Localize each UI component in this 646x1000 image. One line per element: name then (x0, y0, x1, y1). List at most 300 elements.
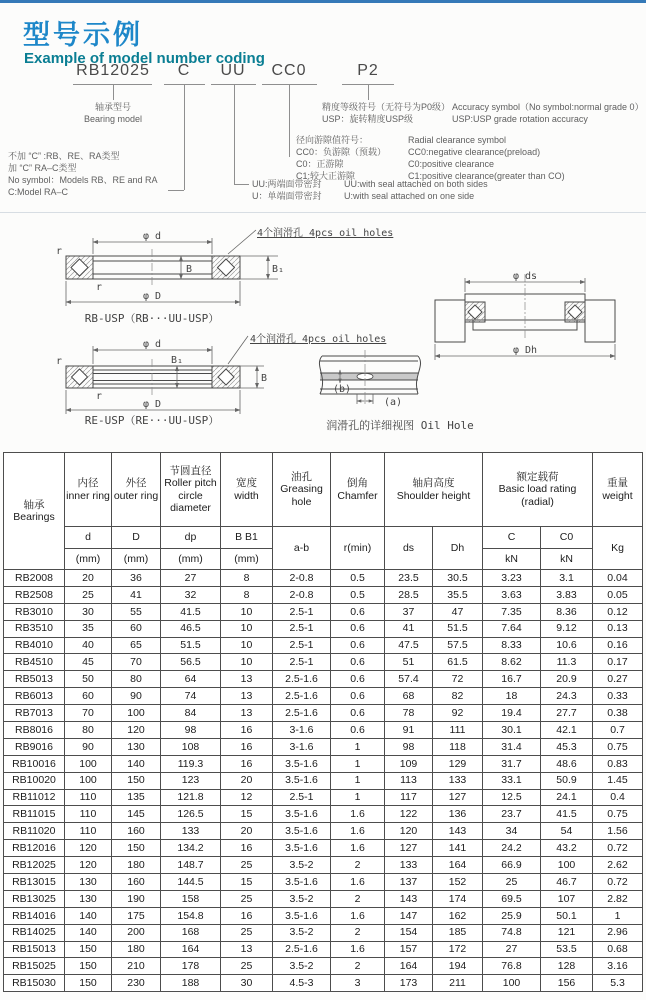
value-cell: 23.7 (483, 806, 541, 823)
value-cell: 0.6 (331, 637, 385, 654)
value-cell: 126.5 (161, 806, 221, 823)
stem-rb12025 (113, 84, 114, 100)
value-cell: 55 (112, 603, 161, 620)
value-cell: 100 (65, 755, 112, 772)
bearing-model-cell: RB4510 (4, 654, 65, 671)
value-cell: 2.5-1 (273, 620, 331, 637)
value-cell: 32 (161, 586, 221, 603)
value-cell: 135 (112, 789, 161, 806)
value-cell: 74.8 (483, 924, 541, 941)
value-cell: 2.5-1.6 (273, 941, 331, 958)
clearance-zh2: C0：正游隙 (296, 159, 344, 169)
value-cell: 57.4 (385, 671, 433, 688)
page-title-zh: 型号示例 (23, 20, 143, 50)
value-cell: 2.5-1 (273, 789, 331, 806)
sub-header-ab: a-b (273, 527, 331, 570)
seal-zh1: UU:两端面带密封 (252, 179, 322, 189)
dim-r-bottom-label: r (96, 391, 103, 402)
value-cell: 3.23 (483, 570, 541, 587)
value-cell: 28.5 (385, 586, 433, 603)
table-row (4, 722, 643, 739)
value-cell: 0.5 (331, 586, 385, 603)
value-cell: 25 (221, 890, 273, 907)
value-cell: 60 (112, 620, 161, 637)
value-cell: 10 (221, 620, 273, 637)
value-cell: 25 (65, 586, 112, 603)
value-cell: 8.36 (541, 603, 593, 620)
value-cell: 0.7 (593, 722, 643, 739)
connector-uu (234, 184, 249, 185)
table-row (4, 924, 643, 941)
value-cell: 140 (65, 924, 112, 941)
note-bearing-model-en: Bearing model (83, 114, 143, 124)
value-cell: 110 (65, 789, 112, 806)
value-cell: 0.38 (593, 705, 643, 722)
note-bearing-model (84, 101, 142, 125)
value-cell: 41.5 (161, 603, 221, 620)
stem-uu (234, 84, 235, 184)
value-cell: 133 (161, 823, 221, 840)
dim-r-top-label: r (55, 356, 62, 367)
value-cell: 45 (65, 654, 112, 671)
col-header-width-zh: 宽度 (236, 477, 257, 490)
sub-header-D: D (112, 527, 161, 549)
value-cell: 8 (221, 586, 273, 603)
value-cell: 15 (221, 874, 273, 891)
value-cell: 1 (593, 907, 643, 924)
value-cell: 0.17 (593, 654, 643, 671)
col-header-load-en: Basic load rating (radial) (498, 483, 577, 508)
re-bearing-drawing (0, 330, 330, 430)
clearance-zh3: C1:较大正游隙 (296, 171, 356, 181)
value-cell: 100 (483, 975, 541, 992)
value-cell: 211 (433, 975, 483, 992)
table-row (4, 705, 643, 722)
value-cell: 60 (65, 688, 112, 705)
value-cell: 72 (433, 671, 483, 688)
value-cell: 2.5-1 (273, 603, 331, 620)
value-cell: 210 (112, 958, 161, 975)
value-cell: 50.1 (541, 907, 593, 924)
value-cell: 90 (65, 738, 112, 755)
value-cell: 143 (433, 823, 483, 840)
value-cell: 2.82 (593, 890, 643, 907)
value-cell: 110 (65, 806, 112, 823)
value-cell: 13 (221, 941, 273, 958)
value-cell: 3.5-2 (273, 890, 331, 907)
value-cell: 43.2 (541, 840, 593, 857)
value-cell: 230 (112, 975, 161, 992)
unit-kn-c0: kN (541, 549, 593, 570)
value-cell: 2-0.8 (273, 570, 331, 587)
accuracy-en1: Accuracy symbol（No symbol:normal grade 0） (452, 102, 644, 112)
value-cell: 157 (385, 941, 433, 958)
value-cell: 10 (221, 637, 273, 654)
dim-phi-ds-label: φ ds (512, 271, 538, 282)
unit-mm-dp: (mm) (161, 549, 221, 570)
value-cell: 130 (65, 874, 112, 891)
bearing-model-cell: RB10020 (4, 772, 65, 789)
note-accuracy (322, 101, 644, 125)
value-cell: 16 (221, 840, 273, 857)
value-cell: 41.5 (541, 806, 593, 823)
value-cell: 150 (65, 958, 112, 975)
seal-en2: U:with seal attached on one side (344, 191, 475, 201)
value-cell: 3.5-2 (273, 958, 331, 975)
value-cell: 0.72 (593, 840, 643, 857)
value-cell: 47 (433, 603, 483, 620)
dim-r-bottom-label: r (96, 282, 103, 293)
seal-zh2: U：单端面带密封 (252, 191, 322, 201)
type-line1: 不加 “C” :RB、RE、RA类型 (8, 151, 120, 161)
value-cell: 11.3 (541, 654, 593, 671)
value-cell: 2 (331, 890, 385, 907)
value-cell: 119.3 (161, 755, 221, 772)
value-cell: 3.5-1.6 (273, 874, 331, 891)
value-cell: 123 (161, 772, 221, 789)
type-line2: 加 “C” RA–C类型 (8, 163, 77, 173)
col-header-chamfer (331, 453, 385, 527)
value-cell: 188 (161, 975, 221, 992)
value-cell: 118 (433, 738, 483, 755)
value-cell: 2.96 (593, 924, 643, 941)
value-cell: 69.5 (483, 890, 541, 907)
value-cell: 16 (221, 907, 273, 924)
value-cell: 108 (161, 738, 221, 755)
type-line4: C:Model RA–C (8, 187, 69, 197)
value-cell: 25 (221, 924, 273, 941)
col-header-grease-zh: 油孔 (291, 470, 312, 483)
value-cell: 2.5-1.6 (273, 671, 331, 688)
value-cell: 0.16 (593, 637, 643, 654)
accuracy-zh1: 精度等级符号（无符号为P0级） (322, 102, 451, 112)
value-cell: 120 (65, 857, 112, 874)
value-cell: 156 (541, 975, 593, 992)
bearing-model-cell: RB14025 (4, 924, 65, 941)
value-cell: 31.4 (483, 738, 541, 755)
value-cell: 16.7 (483, 671, 541, 688)
value-cell: 1.6 (331, 823, 385, 840)
col-header-bearings-zh: 轴承 (23, 498, 45, 511)
bearing-model-cell: RB15013 (4, 941, 65, 958)
code-cc0: CC0 (271, 62, 307, 79)
value-cell: 65 (112, 637, 161, 654)
bearing-model-cell: RB7013 (4, 705, 65, 722)
value-cell: 194 (433, 958, 483, 975)
value-cell: 1.45 (593, 772, 643, 789)
value-cell: 78 (385, 705, 433, 722)
value-cell: 111 (433, 722, 483, 739)
value-cell: 27 (483, 941, 541, 958)
value-cell: 0.75 (593, 806, 643, 823)
col-header-dp-en: Roller pitch circle diameter (164, 477, 217, 514)
table-row (4, 806, 643, 823)
dim-b-label: B (186, 264, 193, 275)
value-cell: 0.75 (593, 738, 643, 755)
value-cell: 2.5-1.6 (273, 705, 331, 722)
value-cell: 100 (65, 772, 112, 789)
value-cell: 127 (385, 840, 433, 857)
value-cell: 16 (221, 755, 273, 772)
col-header-inner-en: inner ring (66, 489, 110, 502)
value-cell: 30 (221, 975, 273, 992)
re-drawing-caption: RE-USP（RE···UU-USP） (84, 414, 220, 427)
value-cell: 80 (65, 722, 112, 739)
value-cell: 154 (385, 924, 433, 941)
bearing-model-cell: RB3010 (4, 603, 65, 620)
accuracy-zh2: USP：旋转精度USP级 (322, 114, 414, 124)
value-cell: 133 (433, 772, 483, 789)
col-header-shoulder (385, 453, 483, 527)
bearing-spec-table (3, 452, 643, 992)
col-header-load-zh: 额定载荷 (516, 470, 559, 483)
code-uu: UU (220, 62, 246, 79)
value-cell: 25 (221, 958, 273, 975)
value-cell: 45.3 (541, 738, 593, 755)
value-cell: 2 (331, 924, 385, 941)
sub-header-d: d (65, 527, 112, 549)
value-cell: 0.68 (593, 941, 643, 958)
value-cell: 13 (221, 671, 273, 688)
table-row (4, 772, 643, 789)
table-row (4, 874, 643, 891)
sub-header-c: C (483, 527, 541, 549)
value-cell: 172 (433, 941, 483, 958)
value-cell: 1 (331, 738, 385, 755)
table-row (4, 840, 643, 857)
col-header-width-en: width (234, 489, 259, 502)
table-row (4, 907, 643, 924)
value-cell: 2.5-1.6 (273, 688, 331, 705)
value-cell: 0.6 (331, 671, 385, 688)
col-header-grease-en: Greasing hole (280, 483, 323, 508)
value-cell: 1.6 (331, 941, 385, 958)
value-cell: 3-1.6 (273, 738, 331, 755)
value-cell: 158 (161, 890, 221, 907)
value-cell: 7.64 (483, 620, 541, 637)
value-cell: 3.5-1.6 (273, 755, 331, 772)
table-row (4, 975, 643, 992)
stem-cc0 (289, 84, 290, 157)
value-cell: 120 (112, 722, 161, 739)
value-cell: 136 (433, 806, 483, 823)
value-cell: 80 (112, 671, 161, 688)
note-bearing-model-zh: 轴承型号 (94, 102, 132, 112)
value-cell: 33.1 (483, 772, 541, 789)
value-cell: 0.05 (593, 586, 643, 603)
value-cell: 1.6 (331, 840, 385, 857)
seal-en1: UU:with seal attached on both sides (344, 179, 488, 189)
sub-header-kg: Kg (593, 527, 643, 570)
code-p2: P2 (357, 62, 379, 79)
value-cell: 121.8 (161, 789, 221, 806)
sub-header-b-b1: B B1 (221, 527, 273, 549)
dim-phi-D-label: φ D (142, 291, 162, 302)
value-cell: 0.33 (593, 688, 643, 705)
col-header-weight-en: weight (602, 489, 633, 502)
unit-mm-b: (mm) (221, 549, 273, 570)
value-cell: 37 (385, 603, 433, 620)
bearing-model-cell: RB2508 (4, 586, 65, 603)
value-cell: 0.04 (593, 570, 643, 587)
value-cell: 100 (541, 857, 593, 874)
value-cell: 3-1.6 (273, 722, 331, 739)
col-header-dp-zh: 节圆直径 (169, 464, 212, 477)
value-cell: 107 (541, 890, 593, 907)
value-cell: 164 (433, 857, 483, 874)
table-row (4, 688, 643, 705)
value-cell: 130 (65, 890, 112, 907)
clearance-en1: CC0:negative clearance(preload) (408, 147, 541, 157)
value-cell: 174 (433, 890, 483, 907)
clearance-zh1: CC0：负游隙（预载） (296, 147, 387, 157)
value-cell: 164 (161, 941, 221, 958)
value-cell: 47.5 (385, 637, 433, 654)
value-cell: 35.5 (433, 586, 483, 603)
bearing-model-cell: RB12016 (4, 840, 65, 857)
col-header-bearings (4, 453, 65, 570)
col-header-inner-zh: 内径 (77, 477, 99, 490)
value-cell: 117 (385, 789, 433, 806)
note-clearance (296, 134, 565, 182)
table-row (4, 637, 643, 654)
value-cell: 3.5-2 (273, 857, 331, 874)
dim-b1-label: B₁ (272, 264, 285, 275)
dim-phi-D-label: φ D (142, 399, 162, 410)
table-row (4, 654, 643, 671)
value-cell: 51.5 (433, 620, 483, 637)
value-cell: 1 (331, 772, 385, 789)
value-cell: 54 (541, 823, 593, 840)
value-cell: 150 (112, 840, 161, 857)
value-cell: 2 (331, 958, 385, 975)
value-cell: 133 (385, 857, 433, 874)
top-accent-bar (0, 0, 646, 3)
value-cell: 141 (433, 840, 483, 857)
value-cell: 1 (331, 789, 385, 806)
value-cell: 140 (112, 755, 161, 772)
value-cell: 3.5-1.6 (273, 840, 331, 857)
value-cell: 66.9 (483, 857, 541, 874)
value-cell: 0.72 (593, 874, 643, 891)
table-row (4, 603, 643, 620)
value-cell: 57.5 (433, 637, 483, 654)
value-cell: 46.7 (541, 874, 593, 891)
value-cell: 25 (221, 857, 273, 874)
value-cell: 27.7 (541, 705, 593, 722)
value-cell: 64 (161, 671, 221, 688)
clearance-en2: C0:positive clearance (408, 159, 495, 169)
value-cell: 50.9 (541, 772, 593, 789)
bearing-model-cell: RB14016 (4, 907, 65, 924)
value-cell: 128 (541, 958, 593, 975)
value-cell: 42.1 (541, 722, 593, 739)
value-cell: 13 (221, 705, 273, 722)
value-cell: 122 (385, 806, 433, 823)
value-cell: 18 (483, 688, 541, 705)
value-cell: 20.9 (541, 671, 593, 688)
value-cell: 15 (221, 806, 273, 823)
dim-r-top-label: r (55, 246, 62, 257)
col-header-outer-en: outer ring (113, 489, 159, 502)
value-cell: 0.6 (331, 722, 385, 739)
value-cell: 1.6 (331, 907, 385, 924)
clearance-en0: Radial clearance symbol (408, 135, 507, 145)
value-cell: 145 (112, 806, 161, 823)
col-header-grease (273, 453, 331, 527)
bearing-model-cell: RB4010 (4, 637, 65, 654)
value-cell: 0.83 (593, 755, 643, 772)
note-seal (252, 178, 488, 202)
dim-b-hole-label: (b) (332, 384, 352, 395)
table-row (4, 823, 643, 840)
value-cell: 36 (112, 570, 161, 587)
value-cell: 98 (385, 738, 433, 755)
value-cell: 25 (483, 874, 541, 891)
value-cell: 13 (221, 688, 273, 705)
value-cell: 162 (433, 907, 483, 924)
value-cell: 2.62 (593, 857, 643, 874)
value-cell: 30.1 (483, 722, 541, 739)
value-cell: 3 (331, 975, 385, 992)
sub-header-dp: dp (161, 527, 221, 549)
dim-a-hole-label: (a) (384, 397, 403, 408)
unit-kn-c: kN (483, 549, 541, 570)
value-cell: 16 (221, 722, 273, 739)
value-cell: 200 (112, 924, 161, 941)
value-cell: 50 (65, 671, 112, 688)
value-cell: 4.5-3 (273, 975, 331, 992)
value-cell: 84 (161, 705, 221, 722)
table-row (4, 755, 643, 772)
value-cell: 20 (221, 772, 273, 789)
oil-holes-note-2: 4个润滑孔 4pcs oil holes (250, 334, 387, 345)
table-row (4, 570, 643, 587)
value-cell: 30 (65, 603, 112, 620)
value-cell: 120 (385, 823, 433, 840)
dim-phi-dh-label: φ Dh (512, 345, 538, 356)
dim-phi-d-label: φ d (142, 231, 162, 242)
bearing-model-cell: RB9016 (4, 738, 65, 755)
value-cell: 5.3 (593, 975, 643, 992)
value-cell: 48.6 (541, 755, 593, 772)
value-cell: 12.5 (483, 789, 541, 806)
value-cell: 0.12 (593, 603, 643, 620)
bearing-model-cell: RB2008 (4, 570, 65, 587)
col-header-shoulder-zh: 轴肩高度 (412, 477, 455, 490)
value-cell: 61.5 (433, 654, 483, 671)
value-cell: 130 (112, 738, 161, 755)
bearing-model-cell: RB11015 (4, 806, 65, 823)
col-header-bearings-en: Bearings (13, 511, 55, 523)
table-row (4, 941, 643, 958)
code-c: C (177, 62, 191, 79)
oil-holes-note-1: 4个润滑孔 4pcs oil holes (257, 228, 394, 239)
value-cell: 2.5-1 (273, 654, 331, 671)
value-cell: 27 (161, 570, 221, 587)
value-cell: 3.83 (541, 586, 593, 603)
value-cell: 98 (161, 722, 221, 739)
value-cell: 2-0.8 (273, 586, 331, 603)
value-cell: 1 (331, 755, 385, 772)
value-cell: 178 (161, 958, 221, 975)
value-cell: 35 (65, 620, 112, 637)
value-cell: 147 (385, 907, 433, 924)
value-cell: 2.5-1 (273, 637, 331, 654)
value-cell: 120 (65, 840, 112, 857)
value-cell: 70 (65, 705, 112, 722)
stem-c (184, 84, 185, 190)
